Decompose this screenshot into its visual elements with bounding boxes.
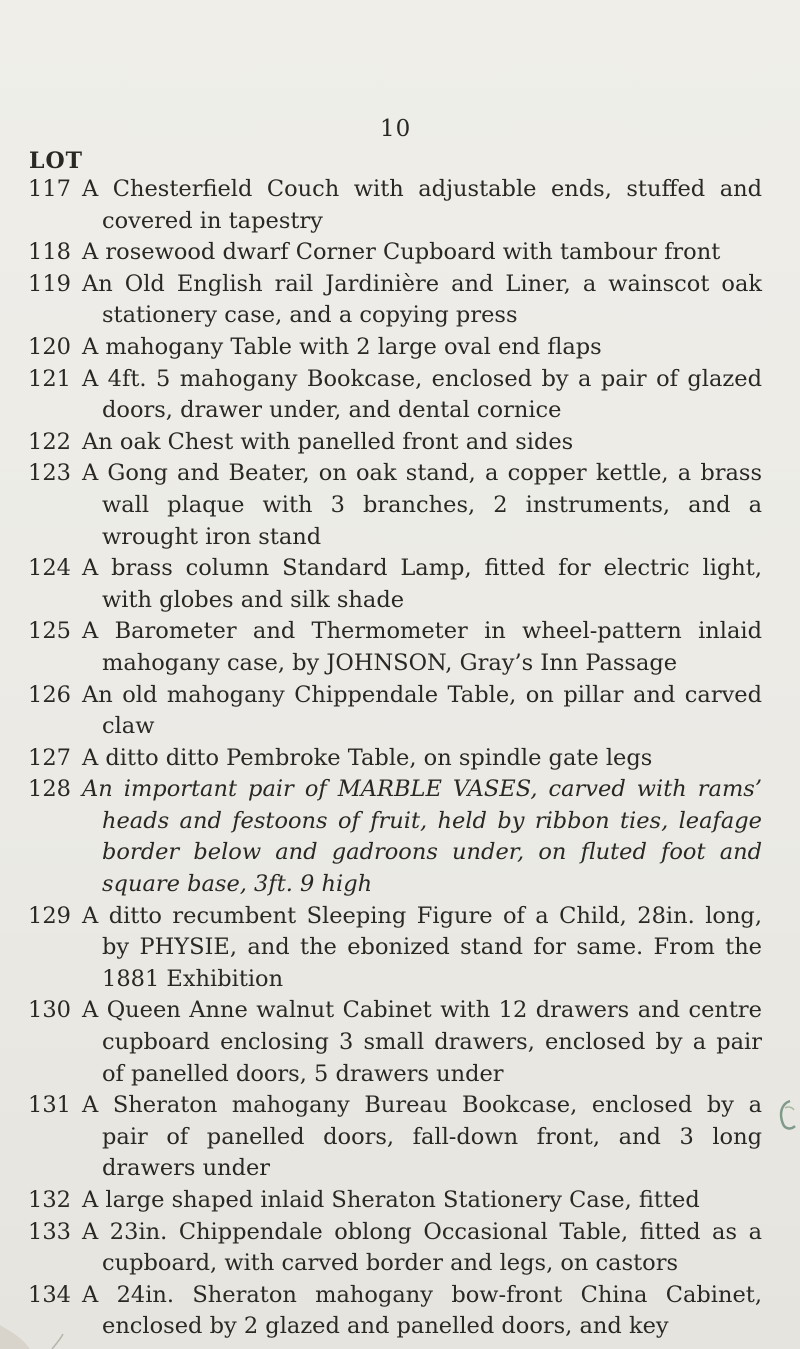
lot-description: A Sheraton mahogany Bureau Bookcase, enclosed by a pair of panelled doors, fall-down front, and 3 long drawers under	[82, 1092, 762, 1182]
lot-description: An Old English rail Jardinière and Liner, a wainscot oak stationery case, and a copying press	[82, 270, 762, 329]
lot-description: A Gong and Beater, on oak stand, a copper kettle, a brass wall plaque with 3 branches, 2 instruments, and a wrought iron stand	[82, 460, 762, 550]
lot-number: 117	[28, 176, 71, 202]
lot-description: A brass column Standard Lamp, fitted for electric light, with globes and silk shade	[82, 555, 762, 613]
lot-entry	[0, 237, 800, 269]
lot-entry	[0, 901, 800, 996]
lot-entry	[0, 1280, 800, 1343]
lot-entry	[0, 616, 800, 679]
lot-entry	[0, 1090, 800, 1185]
lot-description: A Chesterfield Couch with adjustable ends, stuffed and covered in tapestry	[82, 176, 762, 234]
lot-entry	[0, 1185, 800, 1217]
lot-entry	[0, 743, 800, 775]
lot-description: A large shaped inlaid Sheraton Stationery Case, fitted	[82, 1187, 700, 1213]
lot-description: A mahogany Table with 2 large oval end flaps	[82, 333, 602, 360]
lot-number: 122	[28, 428, 71, 455]
lot-description: A 24in. Sheraton mahogany bow-front China Cabinet, enclosed by 2 glazed and panelled doors, and key	[82, 1281, 762, 1340]
edge-stain-icon	[776, 1098, 798, 1132]
lot-number: 120	[28, 333, 71, 360]
lot-description: A Barometer and Thermometer in wheel-pattern inlaid mahogany case, by JOHNSON, Gray’s Inn Passage	[82, 618, 762, 676]
lot-entry	[0, 995, 800, 1090]
lot-description: An old mahogany Chippendale Table, on pillar and carved claw	[82, 681, 762, 740]
lot-number: 128	[28, 776, 71, 803]
lot-description: An oak Chest with panelled front and sides	[82, 428, 574, 455]
lot-entry	[0, 458, 800, 553]
lot-entry	[0, 269, 800, 332]
lot-number: 133	[28, 1218, 71, 1245]
lot-description: A 23in. Chippendale oblong Occasional Table, fitted as a cupboard, with carved border and legs, on castors	[82, 1218, 762, 1277]
lot-list	[0, 174, 800, 1343]
lot-description: A 4ft. 5 mahogany Bookcase, enclosed by a pair of glazed doors, drawer under, and dental cornice	[82, 365, 762, 424]
lot-number: 130	[28, 997, 71, 1024]
lot-number: 124	[28, 555, 71, 582]
lot-number: 127	[28, 744, 71, 771]
lot-number: 132	[28, 1187, 71, 1213]
lot-column-header: LOT	[29, 148, 84, 174]
lot-description: An important pair of MARBLE VASES, carved with rams’ heads and festoons of fruit, held by ribbon ties, leafage border below and gadroons under, on fluted foot and square base, 3ft. 9 high	[82, 776, 762, 898]
lot-entry	[0, 174, 800, 237]
page-number: 10	[380, 116, 412, 142]
lot-entry	[0, 427, 800, 459]
lot-entry	[0, 1217, 800, 1280]
lot-number: 126	[28, 681, 71, 708]
lot-number: 119	[28, 270, 71, 297]
lot-description: A Queen Anne walnut Cabinet with 12 drawers and centre cupboard enclosing 3 small drawers, enclosed by a pair of panelled doors, 5 drawers under	[82, 997, 762, 1087]
lot-number: 125	[28, 618, 71, 645]
lot-number: 118	[28, 239, 71, 266]
lot-entry	[0, 364, 800, 427]
lot-number: 134	[28, 1281, 71, 1308]
lot-entry	[0, 332, 800, 364]
lot-entry	[0, 774, 800, 900]
lot-number: 121	[28, 365, 71, 392]
lot-entry	[0, 553, 800, 616]
lot-entry	[0, 680, 800, 743]
lot-description: A ditto ditto Pembroke Table, on spindle gate legs	[82, 744, 653, 771]
lot-number: 123	[28, 460, 71, 487]
lot-description: A rosewood dwarf Corner Cupboard with tambour front	[82, 239, 721, 266]
lot-number: 129	[28, 902, 71, 929]
page-corner-shadow	[0, 1285, 90, 1349]
lot-description: A ditto recumbent Sleeping Figure of a Child, 28in. long, by PHYSIE, and the ebonized stand for same. From the 1881 Exhibition	[82, 902, 762, 992]
lot-number: 131	[28, 1092, 71, 1119]
